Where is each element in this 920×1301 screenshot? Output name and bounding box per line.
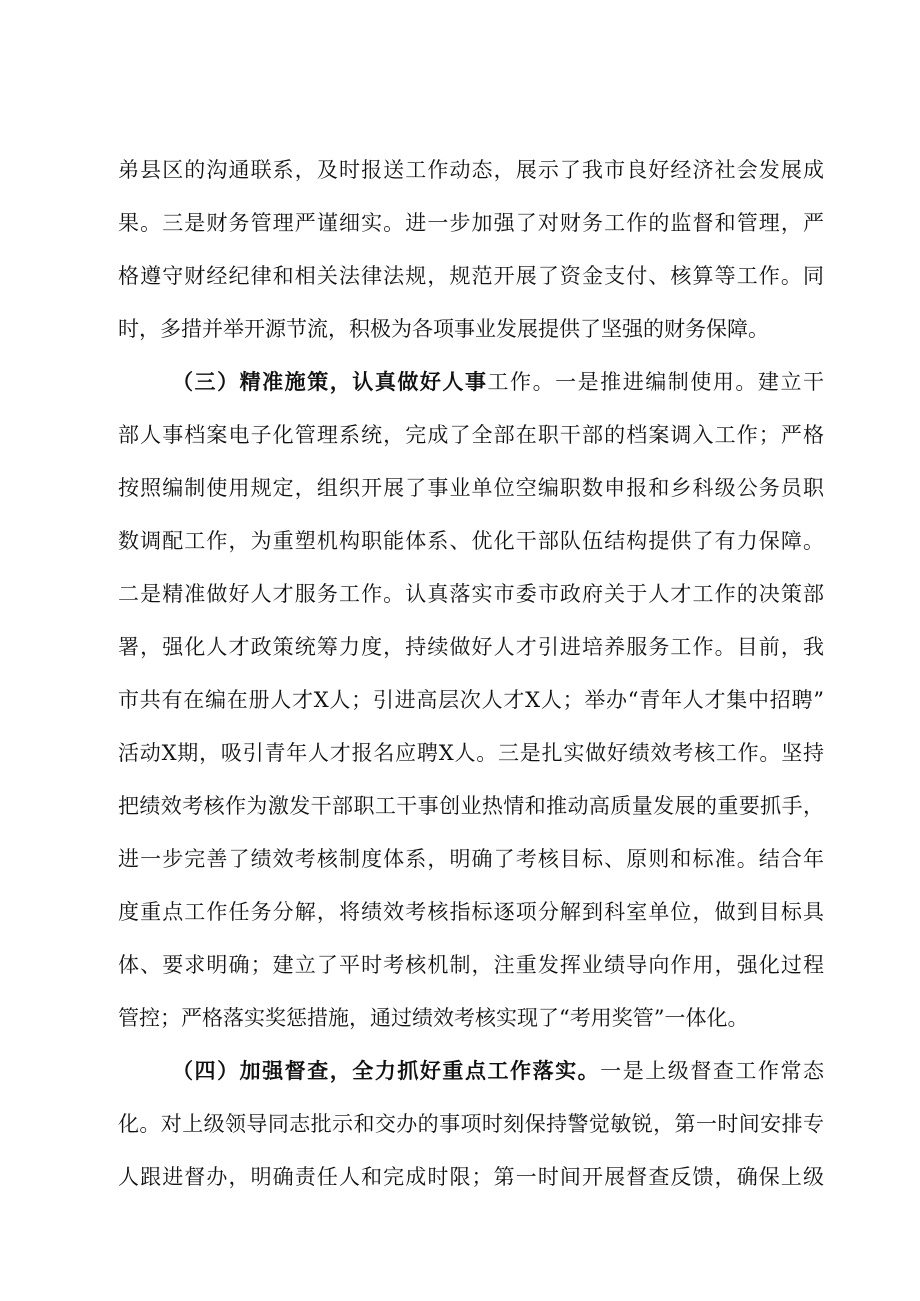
text-line: 时，多措并举开源节流，积极为各项事业发展提供了坚强的财务保障。: [118, 317, 769, 341]
text-line: 度重点工作任务分解，将绩效考核指标逐项分解到科室单位，做到目标具: [118, 900, 824, 924]
text-line: 署，强化人才政策统筹力度，持续做好人才引进培养服务工作。目前，我: [118, 635, 824, 659]
section-3-first-line: [118, 368, 824, 396]
text-line: 格遵守财经纪律和相关法律法规，规范开展了资金支付、核算等工作。同: [118, 264, 824, 288]
text-line: 果。三是财务管理严谨细实。进一步加强了对财务工作的监督和管理，严: [118, 211, 824, 235]
section-3-intro-text: 工作。一是推进编制使用。建立干: [487, 370, 824, 394]
body-text: [118, 156, 824, 1216]
text-line: 按照编制使用规定，组织开展了事业单位空编职数申报和乡科级公务员职: [118, 476, 824, 500]
text-line: 活动X期，吸引青年人才报名应聘X人。三是扎实做好绩效考核工作。坚持: [118, 741, 824, 765]
section-4-heading: （四）加强督查，全力抓好重点工作落实。: [172, 1058, 601, 1083]
text-line: 人跟进督办，明确责任人和完成时限；第一时间开展督查反馈，确保上级: [118, 1165, 824, 1189]
text-line: 管控；严格落实奖惩措施，通过绩效考核实现了“考用奖管”一体化。: [118, 1006, 749, 1030]
text-line: 弟县区的沟通联系，及时报送工作动态，展示了我市良好经济社会发展成: [118, 158, 824, 182]
section-4-intro-text: 一是上级督查工作常态: [600, 1059, 825, 1083]
text-line: 化。对上级领导同志批示和交办的事项时刻保持警觉敏锐，第一时间安排专: [118, 1112, 824, 1136]
section-4-first-line: [118, 1057, 824, 1085]
section-3-heading: （三）精准施策，认真做好人事: [172, 369, 488, 394]
text-line: 体、要求明确；建立了平时考核机制，注重发挥业绩导向作用，强化过程: [118, 953, 824, 977]
text-line: 二是精准做好人才服务工作。认真落实市委市政府关于人才工作的决策部: [118, 582, 824, 606]
text-line: 把绩效考核作为激发干部职工干事创业热情和推动高质量发展的重要抓手，: [118, 794, 824, 818]
text-line: 市共有在编在册人才X人；引进高层次人才X人；举办“青年人才集中招聘”: [118, 688, 824, 712]
text-line: 进一步完善了绩效考核制度体系，明确了考核目标、原则和标准。结合年: [118, 847, 824, 871]
text-line: 数调配工作，为重塑机构职能体系、优化干部队伍结构提供了有力保障。: [118, 529, 824, 553]
text-line: 部人事档案电子化管理系统，完成了全部在职干部的档案调入工作；严格: [118, 423, 824, 447]
